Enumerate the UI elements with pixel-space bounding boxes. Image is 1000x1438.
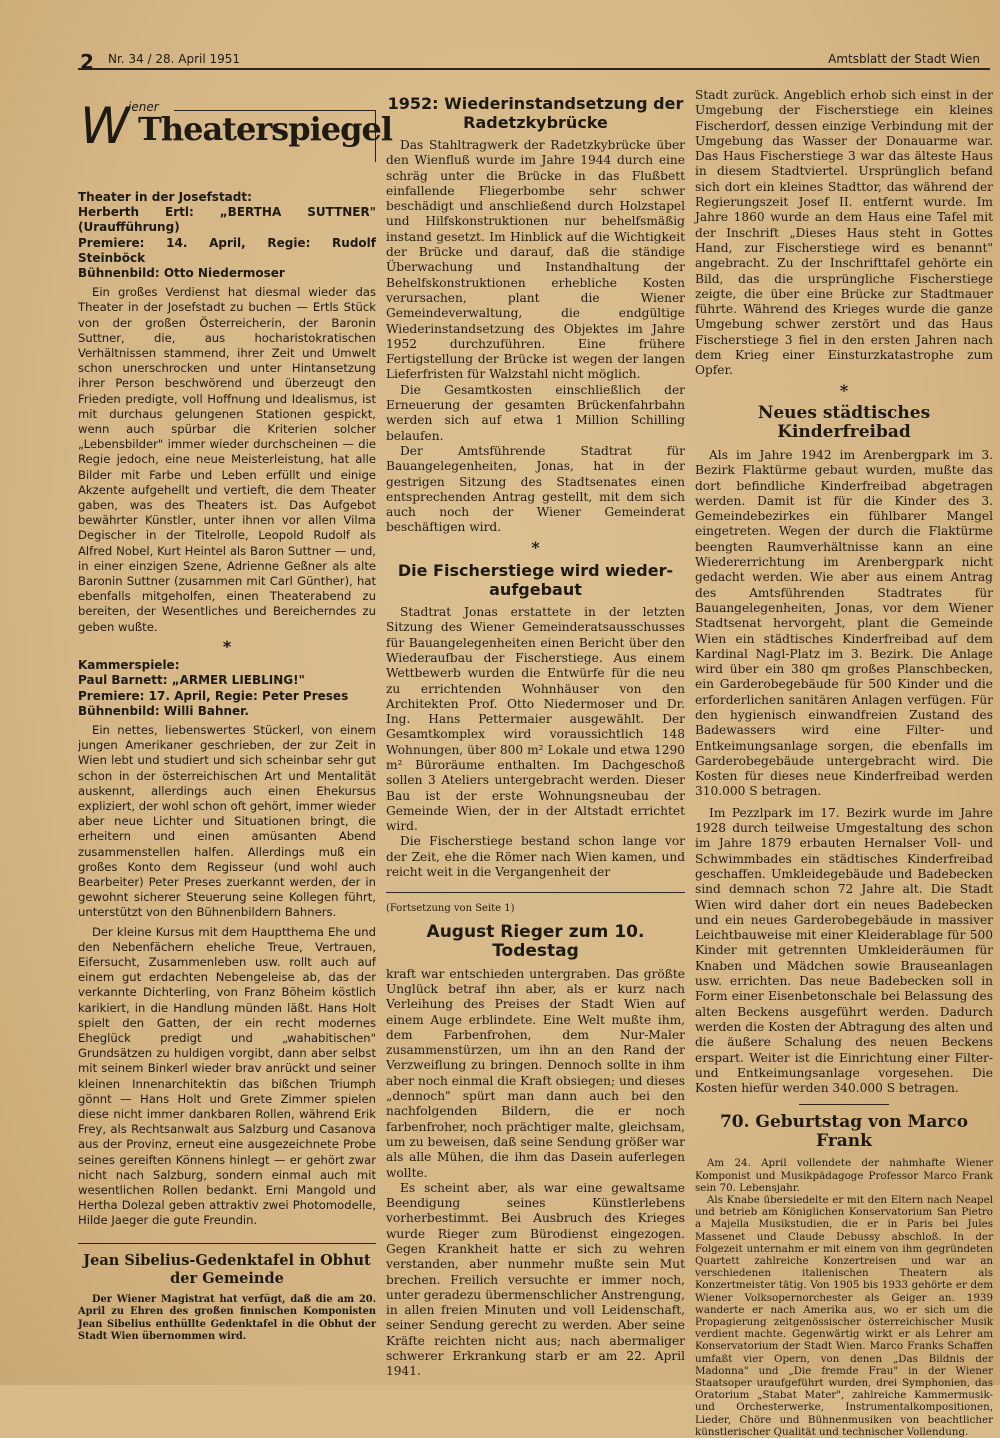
sibelius-text: Der Wiener Magistrat hat verfügt, daß die am 20. April zu Ehren des großen finnischen Komponisten Jean Sibelius enthüllte Gedenktafel in die Obhut der Stadt Wien übernommen wird. — [78, 1293, 376, 1343]
fischerstiege-p1: Stadtrat Jonas erstattete in der letzten Sitzung des Wiener Gemeinderatsausschusses für Bauangelegenheiten einen Bericht über den Wiederaufbau der Fischerstiege. Aus einem Wettbewerb wurden die Entwürfe für die neu zu errichtenden Wohnhäuser von den Architekten Prof. Otto Niedermoser und Dr. Ing. Hans Pettermaier ausgewählt. Der Gesamtkomplex wird voraussichtlich 148 Wohnungen, über 800 m² Lokale und etwa 1290 m² Büroräume enthalten. Im Dachgeschoß sollen 3 Ateliers untergebracht werden. Dieser Bau ist der erste Wohnungsneubau der Gemeinde Wien, der in der Altstadt errichtet wird. — [386, 605, 685, 834]
rieger-p1: kraft war entschieden untergraben. Das größte Unglück betraf ihn aber, als er kurz nach Verleihung des Preises der Stadt Wien auf einem Auge erblindete. Eine Welt mußte ihm, dem Farbenfrohen, dem Nur-Maler zusammenstürzen, um ihn an den Rand der Verzweiflung zu bringen. Dennoch sollte in ihm aber noch einmal die Kraft obsiegen; und dieses „dennoch" spürt man dann auch bei den nachfolgenden Bildern, die er noch farbenfroher, noch prächtiger malte, gleichsam, um zu beweisen, daß seine Sendung größer war als alle Mühen, die ihm das Dasein auferlegen wollte. — [386, 966, 685, 1180]
premiere-suttner: Premiere: 14. April, Regie: Rudolf Steinböck — [78, 235, 376, 265]
fischerstiege-p2: Die Fischerstiege bestand schon lange vor der Zeit, ehe die Römer nach Wien kamen, und reicht weit in die Vergangenheit der — [386, 834, 685, 880]
premiere-liebling: Premiere: 17. April, Regie: Peter Preses — [78, 688, 349, 703]
play-title-liebling: Paul Barnett: „ARMER LIEBLING!" — [78, 673, 305, 688]
column-city — [695, 88, 993, 1438]
logo-iener: iener — [128, 100, 159, 114]
stage-liebling: Bühnenbild: Willi Bahner. — [78, 703, 249, 718]
fischerstiege-p3: Stadt zurück. Angeblich erhob sich einst in der Umgebung der Fischerstiege ein kleines Fischerdorf, dessen einzige Verbindung mit der Umgebung das Wasser der Donauarme war. Das Haus Fischerstiege 3 war das älteste Haus in diesem Stadtviertel. Ursprünglich befand sich dort ein kleines Stadttor, das während der Regierungszeit Josef II. entfernt wurde. Im Jahre 1860 wurde an dem Haus eine Tafel mit der Inschrift „Dieses Haus steht in Gottes Hand, zur Fischerstiege wird es benannt" angebracht. Zu der Inschrifttafel gehörte ein Bild, das die ursprüngliche Fischerstiege zeigte, die über eine Brücke zur Stadtmauer führte. Während des Krieges wurde die ganze Umgebung schwer zerstört und das Haus Fischerstiege 3 fiel in den ersten Jahren nach dem Krieg einer Einsturzkatastrophe zum Opfer. — [695, 88, 993, 378]
publication-name: Amtsblatt der Stadt Wien — [828, 52, 980, 66]
venue-josefstadt: Theater in der Josefstadt: — [78, 190, 252, 204]
rieger-headline: August Rieger zum 10. Todestag — [426, 921, 645, 961]
frank-article — [695, 1157, 993, 1438]
frank-headline: 70. Geburtstag von Marco Frank — [719, 1112, 969, 1152]
sibelius-headline: Jean Sibelius-Gedenktafel in Obhut der Gemeinde — [83, 1251, 371, 1287]
divider — [799, 1104, 889, 1105]
column-news — [386, 88, 685, 1380]
review-suttner: Ein großes Verdienst hat diesmal wieder das Theater in der Josefstadt zu buchen — Ertls Stück von der großen Österreicherin, der Baronin Suttner, die, aus hocharistokratischen Verhältnissen stammend, ihrer Zeit und Umwelt schon unerschrocken und unter Hintansetzung ihrer Person beschwörend und überzeugt den Frieden predigte, voll Hoffnung und Idealismus, ist mit durchaus gelungenen Stationen gespickt, wenn auch spürbar die Kriterien solcher „Lebensbilder" immer wieder durchscheinen — die Regie jedoch, eine neue Meisterleistung, hat alle Bilder mit Farbe und Leben erfüllt und einige Akzente aufgehellt und vertieft, die dem Theater gaben, was des Theaters ist. Das Aufgebot bewährter Künstler, unter ihnen vor allen Vilma Degischer in der Titelrolle, Leopold Rudolf als Alfred Nobel, Kurt Heintel als Baron Suttner — und, in einer einzigen Szene, Adrienne Geßner als alte Baronin Suttner (zusammen mit Carl Günther), hat ebenfalls mitgeholfen, einen Theaterabend zu bereiten, der Wesentliches und Bereicherndes zu geben wußte. — [78, 285, 376, 634]
radetzky-headline: 1952: Wiederinstandsetzung der Radetzkybrücke — [387, 94, 684, 132]
kinderfreibad-p2: Im Pezzlpark im 17. Bezirk wurde im Jahre 1928 durch teilweise Umgestaltung des schon im Jahre 1879 erbauten Hernalser Voll- und Schwimmbades ein städtisches Kinderfreibad geschaffen. Umkleidegebäude und Badebecken sind demnach schon 72 Jahre alt. Die Stadt Wien wird daher dort ein neues Badebecken und ein neues Garderobegebäude in massiver Leichtbauweise mit einer Kleiderablage für 500 Kinder mit getrennten Umkleideräumen für Knaben und Mädchen sowie Brauseanlagen usw. errichten. Das neue Badebecken soll in Form einer Eisenbetonschale bei Belassung des alten Beckens ausgeführt werden. Dadurch werden die Kosten der Abtragung des alten und die äußere Schalung des neuen Beckens erspart. Weiter ist die Einrichtung einer Filter- und Entkeimungsanlage vorgesehen. Die Kosten hiefür werden 340.000 S betragen. — [695, 805, 993, 1096]
frank-p1: Am 24. April vollendete der nahmhafte Wiener Komponist und Musikpädagoge Professor Marco Frank sein 70. Lebensjahr. — [695, 1157, 993, 1194]
divider — [78, 1243, 376, 1244]
review-liebling-1: Ein nettes, liebenswertes Stückerl, von einem jungen Amerikaner geschrieben, der zur Zeit in Wien lebt und studiert und sich scheinbar sehr gut schon in der österreichischen Art und Mentalität auskennt, allerdings auch einen Ehekursus expliziert, der wohl schon oft gehört, immer wieder aber neue Lichter und Situationen bringt, die erheitern und einen amüsanten Abend zusammenstellen halfen. Allerdings muß ein großes Konto dem Regisseur (und wohl auch Bearbeiter) Peter Preses zuerkannt werden, der in gewohnt sicherer Steuerung seine Kollegen führt, unterstützt von den Bühnenbildern Bahners. — [78, 722, 376, 920]
section-star: * — [531, 537, 540, 557]
logo-title: Theaterspiegel — [138, 110, 392, 148]
frank-p2: Als Knabe übersiedelte er mit den Eltern nach Neapel und betrieb am Königlichen Konservatorium San Pietro a Majella Musikstudien, die er in Paris bei Jules Massenet und Claude Debussy abschloß. In der Folgezeit unternahm er mit einem von ihm gegründeten Quartett zahlreiche Konzertreisen und war an verschiedenen italienischen Theatern als Konzertmeister tätig. Von 1905 bis 1933 gehörte er dem Wiener Volksopernorchester als Geiger an. 1939 wanderte er nach Amerika aus, wo er sich um die Propagierung zeitgenössischer österreichischer Musik verdient machte. Gegenwärtig wirkt er als Lehrer am Konservatorium der Stadt Wien. Marco Franks Schaffen umfaßt vier Opern, von denen „Das Bildnis der Madonna" und „Die fremde Frau" in der Wiener Staatsoper uraufgeführt wurden, drei Symphonien, das Oratorium „Stabat Mater", zahlreiche Kammermusik- und Orchesterwerke, Instrumentalkompositionen, Lieder, Chöre und Bühnenmusiken von beachtlicher künstlerischer Qualität und technischer Vollendung. — [695, 1194, 993, 1438]
stage-suttner: Bühnenbild: Otto Niedermoser — [78, 266, 285, 281]
header-rule — [78, 68, 990, 70]
kinderfreibad-headline: Neues städtisches Kinderfreibad — [757, 402, 931, 442]
kinderfreibad-p1: Als im Jahre 1942 im Arenbergpark im 3. Bezirk Flaktürme gebaut wurden, mußte das dort befindliche Kinderfreibad abgetragen werden. Damit ist für die Kinder des 3. Gemeindebezirkes ein fühlbarer Mangel eingetreten. Wegen der durch die Flaktürme beengten Raumverhältnisse kann an eine Wiedererrichtung im Arenbergpark nicht gedacht werden. Wie aber aus einem Antrag des Amtsführenden Stadtrates für Bauangelegenheiten, Jonas, vor dem Wiener Stadtsenat hervorgeht, plant die Gemeinde Wien ein städtisches Kinderfreibad auf dem Kardinal Nagl-Platz im 3. Bezirk. Die Anlage wird über ein 380 qm großes Planschbecken, ein Garderobegebäude für 500 Kinder und die erforderlichen sanitären Anlagen verfügen. Für den hygienisch einwandfreien Zustand des Badewassers wird eine Filter- und Entkeimungsanlage sorgen, die ebenfalls im Garderobegebäude untergebracht wird. Die Kosten für dieses neue Kinderfreibad werden 310.000 S betragen. — [695, 447, 993, 799]
issue-info: Nr. 34 / 28. April 1951 — [108, 52, 241, 66]
section-star: * — [222, 636, 232, 656]
venue-kammerspiele: Kammerspiele: — [78, 658, 180, 673]
radetzky-p3: Der Amtsführende Stadtrat für Bauangelegenheiten, Jonas, hat in der gestrigen Sitzung des Stadtsenates einen entsprechenden Antrag gestellt, mit dem sich auch noch der Wiener Gemeinderat beschäftigen wird. — [386, 443, 685, 535]
radetzky-p1: Das Stahltragwerk der Radetzkybrücke über den Wienfluß wurde im Jahre 1944 durch eine schräg unter die Brücke in das Flußbett einfallende Fliegerbombe sehr schwer beschädigt und anschließend durch Holzstapel und Hilfskonstruktionen nur behelfsmäßig instand gesetzt. Im Hinblick auf die Wichtigkeit der Brücke und darauf, daß die ständige Überwachung und Instandhaltung der Behelfskonstruktionen erhebliche Kosten verursachen, plant die Wiener Gemeindeverwaltung, die endgültige Wiederinstandsetzung des Objektes im Jahre 1952 durchzuführen. Eine frühere Fertigstellung der Brücke ist wegen der langen Lieferfristen für Walzstahl nicht möglich. — [386, 138, 685, 382]
divider — [386, 892, 685, 893]
fischerstiege-headline: Die Fischerstiege wird wiederaufgebaut — [397, 561, 674, 600]
rieger-p2: Es scheint aber, als war eine gewaltsame Beendigung seines Künstlerlebens vorherbestimmt. Bei Ausbruch des Krieges wurde Rieger zum Bürodienst eingezogen. Gegen Krankheit hatte er sich zu wehren verstanden, aber nunmehr mußte sein Mut brechen. Freilich versuchte er immer noch, unter geradezu übermenschlicher Anstrengung, in allen freien Minuten und voll Leidenschaft, seiner Sendung gerecht zu werden. Aber seine Kräfte reichten nicht aus; nach abermaliger schwerer Erkrankung starb er am 22. April 1941. — [386, 1180, 685, 1379]
continuation-note: (Fortsetzung von Seite 1) — [386, 903, 515, 915]
theaterspiegel-logo — [78, 96, 392, 176]
section-star: * — [839, 380, 849, 400]
logo-initial: W — [80, 97, 130, 155]
column-theater — [78, 88, 392, 1344]
radetzky-p2: Die Gesamtkosten einschließlich der Erneuerung der gesamten Brückenfahrbahn werden sich auf etwa 1 Million Schilling belaufen. — [386, 382, 685, 443]
play-title-suttner: Herberth Ertl: „BERTHA SUTTNER" (Uraufführung) — [78, 205, 376, 235]
review-liebling-2: Der kleine Kursus mit dem Hauptthema Ehe und den Nebenfächern eheliche Treue, Vertrauen, Eifersucht, Zusammenleben usw. rollt auch auf einem gut erdachten Nebengeleise ab, das der verkannte Dichterling, von Franz Böheim köstlich karikiert, in die Handlung münden läßt. Hans Holt spielt den Gatten, der ein recht modernes Eheglück predigt und „wahabitischen" Grundsätzen zu huldigen vorgibt, dann aber selbst mit seinem Binkerl wieder brav anrückt und seiner kleinen Innenarchitektin das bißchen Triumph gönnt — Hans Holt und Grete Zimmer spielen diese nicht immer dankbaren Rollen, während Erik Frey, als Rechtsanwalt aus Salzburg und Casanova aus der Provinz, erneut eine ausgezeichnete Probe seines gereiften Könnens hinlegt — er gehört zwar nicht nach Salzburg, sondern einmal auch mit wesentlichen Rollen bedankt. Erni Mangold und Hertha Dolezal geben attraktiv zwei Photomodelle, Hilde Jaeger die gute Freundin. — [78, 924, 376, 1228]
page-number: 2 — [80, 50, 94, 74]
